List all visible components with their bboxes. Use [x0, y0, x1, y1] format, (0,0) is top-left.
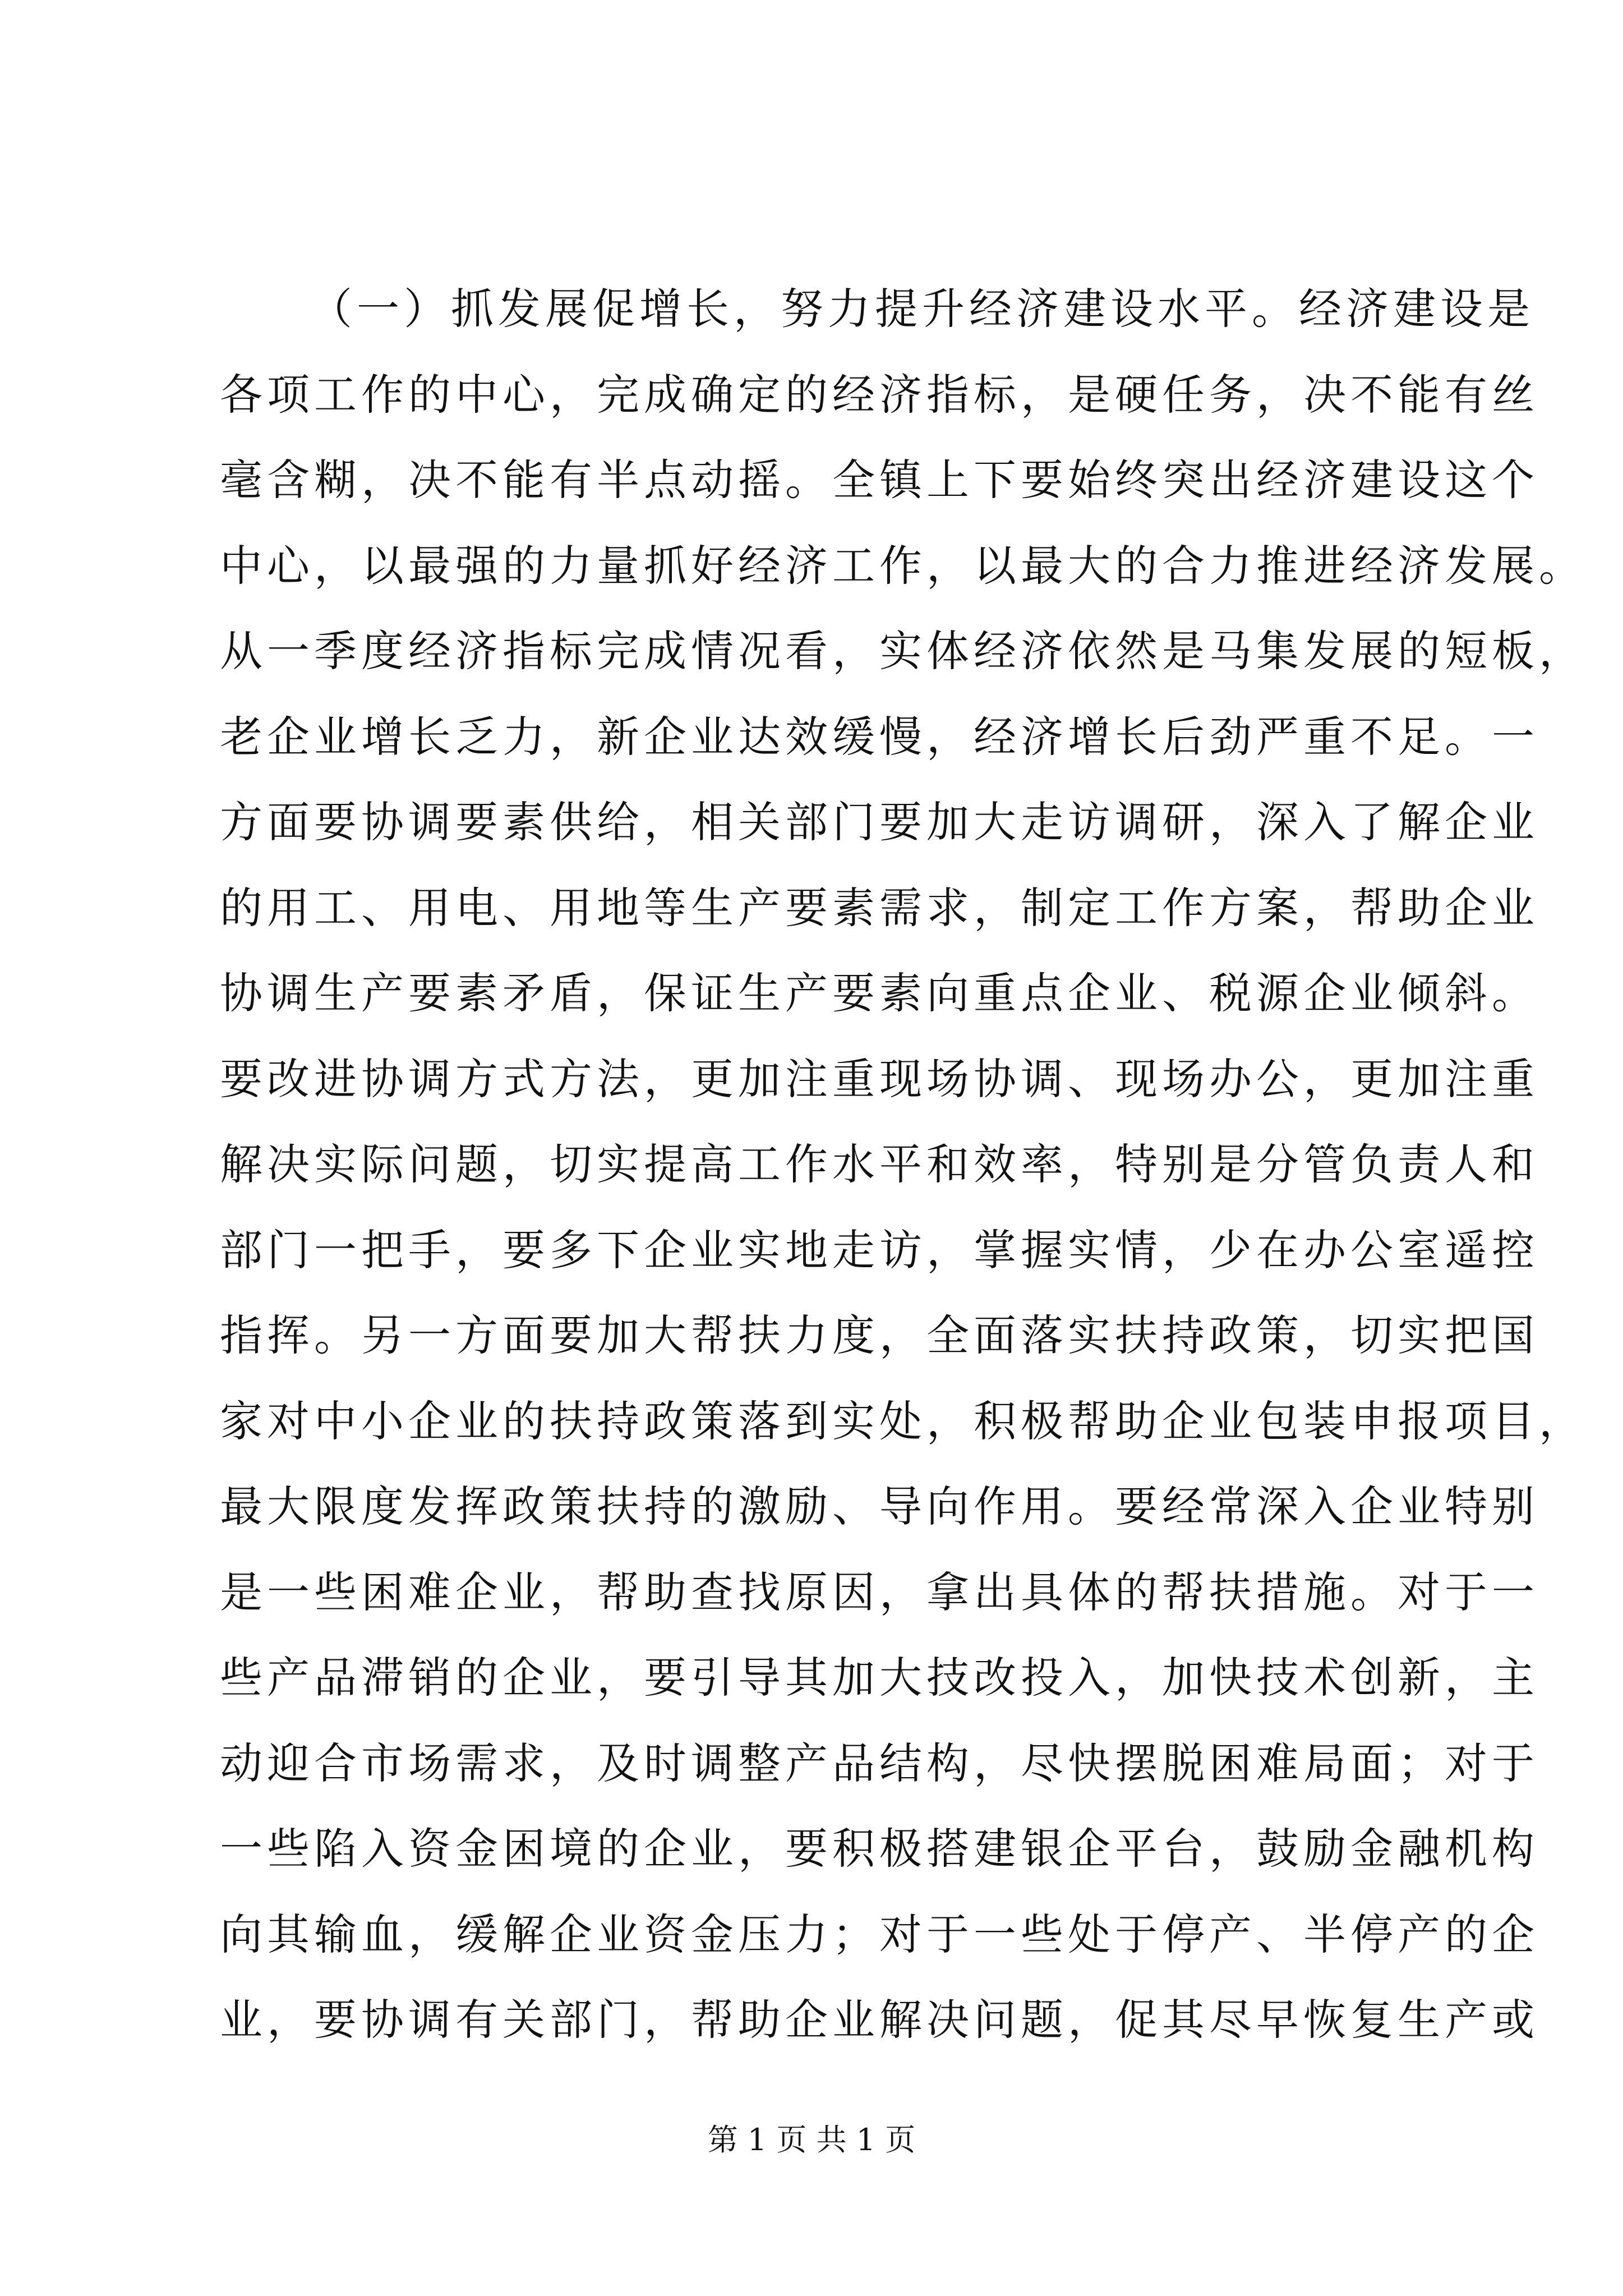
text-line: 老企业增长乏力，新企业达效缓慢，经济增长后劲严重不足。一: [220, 711, 1539, 762]
text-line: 的用工、用电、用地等生产要素需求，制定工作方案，帮助企业: [220, 882, 1539, 933]
text-line: 解决实际问题，切实提高工作水平和效率，特别是分管负责人和: [220, 1139, 1539, 1189]
text-line: 各项工作的中心，完成确定的经济指标，是硬任务，决不能有丝: [220, 369, 1539, 420]
text-line: 业，要协调有关部门，帮助企业解决问题，促其尽早恢复生产或: [220, 1995, 1539, 2045]
text-line: 指挥。另一方面要加大帮扶力度，全面落实扶持政策，切实把国: [220, 1310, 1539, 1360]
text-line: 毫含糊，决不能有半点动摇。全镇上下要始终突出经济建设这个: [220, 455, 1539, 505]
text-line: 最大限度发挥政策扶持的激励、导向作用。要经常深入企业特别: [220, 1481, 1539, 1531]
page-footer: 第 1 页 共 1 页: [707, 2122, 916, 2157]
body-paragraph: [220, 266, 1586, 2063]
text-line: 中心，以最强的力量抓好经济工作，以最大的合力推进经济发展。: [220, 540, 1586, 591]
text-line: 动迎合市场需求，及时调整产品结构，尽快摆脱困难局面；对于: [220, 1738, 1539, 1788]
text-line: 部门一把手，要多下企业实地走访，掌握实情，少在办公室遥控: [220, 1225, 1539, 1275]
text-line: 是一些困难企业，帮助查找原因，拿出具体的帮扶措施。对于一: [220, 1567, 1539, 1617]
text-line: 从一季度经济指标完成情况看，实体经济依然是马集发展的短板，: [220, 626, 1586, 676]
text-line: 协调生产要素矛盾，保证生产要素向重点企业、税源企业倾斜。: [220, 968, 1539, 1018]
text-line: 方面要协调要素供给，相关部门要加大走访调研，深入了解企业: [220, 797, 1539, 847]
text-line: 些产品滞销的企业，要引导其加大技改投入，加快技术创新，主: [220, 1653, 1539, 1703]
text-line: 向其输血，缓解企业资金压力；对于一些处于停产、半停产的企: [220, 1909, 1539, 1959]
text-line: （一）抓发展促增长，努力提升经济建设水平。经济建设是: [310, 284, 1534, 334]
text-line: 要改进协调方式方法，更加注重现场协调、现场办公，更加注重: [220, 1053, 1539, 1104]
text-line: 家对中小企业的扶持政策落到实处，积极帮助企业包装申报项目，: [220, 1396, 1586, 1446]
text-line: 一些陷入资金困境的企业，要积极搭建银企平台，鼓励金融机构: [220, 1824, 1539, 1874]
